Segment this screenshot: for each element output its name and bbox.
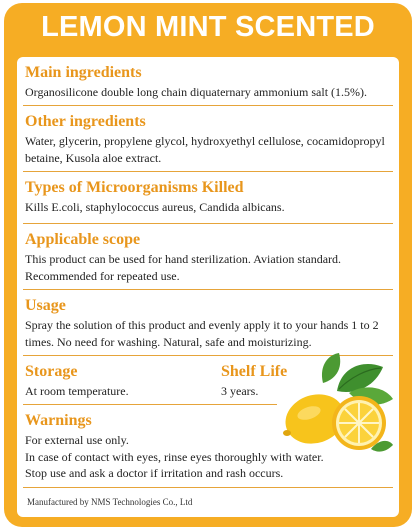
main-ingredients-heading: Main ingredients	[25, 64, 142, 81]
section-microorganisms	[25, 178, 391, 216]
storage-heading: Storage	[25, 363, 78, 380]
shelf-life-heading: Shelf Life	[221, 363, 288, 380]
warnings-line: In case of contact with eyes, rinse eyes thoroughly with water.	[25, 449, 324, 464]
warnings-line: For external use only.	[25, 433, 129, 447]
divider	[23, 289, 393, 290]
section-applicable-scope	[25, 230, 391, 284]
divider	[23, 487, 393, 488]
warnings-line: Stop use and ask a doctor if irritation and rash occurs.	[25, 466, 284, 480]
usage-heading: Usage	[25, 297, 66, 314]
applicable-scope-heading: Applicable scope	[25, 231, 141, 248]
microorganisms-heading: Types of Microorganisms Killed	[25, 179, 244, 196]
shelf-life-text: 3 years.	[221, 384, 259, 398]
section-storage	[25, 362, 215, 400]
divider	[23, 404, 277, 405]
product-title: LEMON MINT SCENTED	[41, 11, 375, 43]
divider	[23, 223, 393, 224]
other-ingredients-heading: Other ingredients	[25, 113, 146, 130]
applicable-scope-text: This product can be used for hand sterilization. Aviation standard. Recommended for repeated use.	[25, 252, 342, 283]
main-ingredients-text: Organosilicone double long chain diquaternary ammonium salt (1.5%).	[25, 85, 368, 99]
other-ingredients-text: Water, glycerin, propylene glycol, hydroxyethyl cellulose, cocamidopropyl betaine, Kusola aloe extract.	[25, 134, 385, 165]
warnings-heading: Warnings	[25, 412, 92, 429]
label-frame	[4, 3, 412, 527]
microorganisms-text: Kills E.coli, staphylococcus aureus, Candida albicans.	[25, 200, 285, 214]
manufacturer-footer: Manufactured by NMS Technologies Co., Ltd	[27, 497, 193, 507]
section-main-ingredients	[25, 63, 391, 101]
storage-text: At room temperature.	[25, 384, 129, 398]
usage-text: Spray the solution of this product and evenly apply it to your hands 1 to 2 times. No need for washing. Natural, safe and moisturizing.	[25, 318, 379, 349]
section-usage	[25, 296, 391, 350]
divider	[23, 171, 393, 172]
lemon-mint-illustration-icon	[279, 353, 395, 457]
info-panel	[17, 57, 399, 517]
section-other-ingredients	[25, 112, 391, 166]
divider	[23, 105, 393, 106]
